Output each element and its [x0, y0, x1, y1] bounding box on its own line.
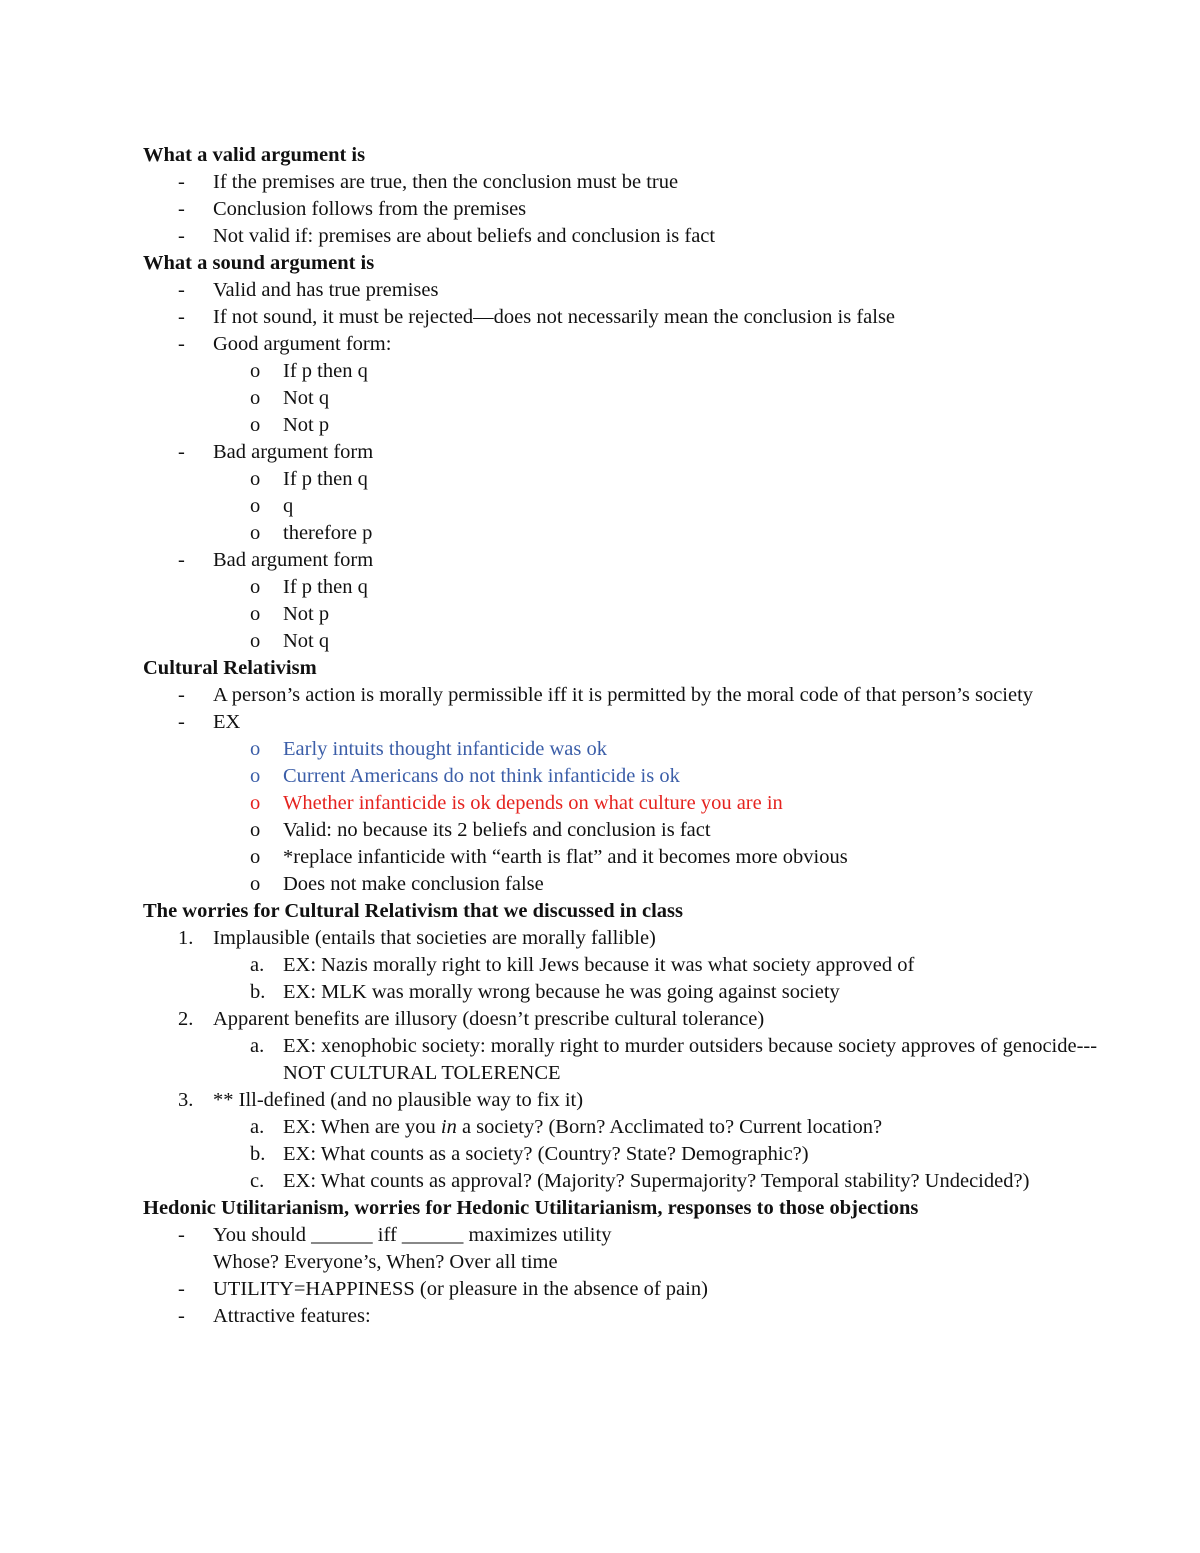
list-marker: o: [250, 522, 261, 544]
list-marker: a.: [250, 1116, 265, 1138]
list-item-text: Attractive features:: [213, 1305, 371, 1327]
list-marker: o: [250, 576, 261, 598]
document-body: [143, 142, 1103, 1330]
list-marker: o: [250, 792, 261, 814]
list-item: [143, 1006, 1103, 1033]
sub-list-item: [143, 1141, 1103, 1168]
list-item-text: Not p: [283, 603, 330, 625]
list-item-text: Apparent benefits are illusory (doesn’t prescribe cultural tolerance): [213, 1008, 765, 1030]
sub-list-item: [143, 385, 1103, 412]
list-marker: a.: [250, 1035, 265, 1057]
list-marker: -: [178, 333, 185, 355]
list-item-text: therefore p: [283, 522, 373, 544]
sub-list-item: [143, 520, 1103, 547]
sub-list-item: [143, 412, 1103, 439]
list-marker: o: [250, 630, 261, 652]
list-marker: -: [178, 1224, 185, 1246]
list-item-text: Good argument form:: [213, 333, 392, 355]
sub-list-item: [143, 1114, 1103, 1141]
list-marker: -: [178, 171, 185, 193]
list-marker: o: [250, 765, 261, 787]
sub-list-item: [143, 466, 1103, 493]
section-heading: What a valid argument is: [143, 144, 366, 166]
list-marker: o: [250, 387, 261, 409]
list-item-text: EX: Nazis morally right to kill Jews because it was what society approved of: [283, 954, 915, 976]
list-marker: -: [178, 279, 185, 301]
sub-list-item: [143, 574, 1103, 601]
list-item-text: Does not make conclusion false: [283, 873, 544, 895]
sub-list-item: [143, 358, 1103, 385]
sub-list-item: [143, 844, 1103, 871]
list-item-text: Bad argument form: [213, 549, 374, 571]
list-item: [143, 277, 1103, 304]
list-item-text: EX: [213, 711, 241, 733]
sub-list-item: [143, 1168, 1103, 1195]
list-item-text: Valid: no because its 2 beliefs and conclusion is fact: [283, 819, 711, 841]
list-item: [143, 682, 1103, 709]
list-item: [143, 1276, 1103, 1303]
list-marker: -: [178, 711, 185, 733]
sub-list-item: [143, 952, 1103, 979]
list-marker: -: [178, 1305, 185, 1327]
list-marker: b.: [250, 981, 266, 1003]
sub-list-item: [143, 817, 1103, 844]
list-item-text: Conclusion follows from the premises: [213, 198, 527, 220]
emphasis-text: in: [440, 1116, 457, 1138]
list-marker: o: [250, 360, 261, 382]
list-item-text: A person’s action is morally permissible iff it is permitted by the moral code of that person’s society: [213, 684, 1034, 706]
list-marker: o: [250, 468, 261, 490]
sub-list-item: [143, 1033, 1103, 1087]
sub-list-item: [143, 736, 1103, 763]
list-item-text: Valid and has true premises: [213, 279, 439, 301]
list-item: [143, 439, 1103, 466]
section-heading: The worries for Cultural Relativism that we discussed in class: [143, 900, 684, 922]
sub-list-item: [143, 763, 1103, 790]
list-marker: -: [178, 225, 185, 247]
list-item-text: If p then q: [283, 576, 368, 598]
list-marker: -: [178, 441, 185, 463]
list-item-text: EX: MLK was morally wrong because he was going against society: [283, 981, 840, 1003]
list-item-text: EX: What counts as a society? (Country? State? Demographic?): [283, 1143, 809, 1165]
list-item: [143, 547, 1103, 574]
list-item-text: Not valid if: premises are about beliefs and conclusion is fact: [213, 225, 716, 247]
list-marker: b.: [250, 1143, 266, 1165]
list-item-text: Implausible (entails that societies are morally fallible): [213, 927, 656, 949]
list-item-text: Whose? Everyone’s, When? Over all time: [213, 1251, 558, 1273]
sub-list-item: [143, 979, 1103, 1006]
list-marker: o: [250, 819, 261, 841]
list-item-text: If the premises are true, then the conclusion must be true: [213, 171, 679, 193]
list-item-text: UTILITY=HAPPINESS (or pleasure in the absence of pain): [213, 1278, 708, 1300]
list-item: [143, 169, 1103, 196]
section-heading: Hedonic Utilitarianism, worries for Hedonic Utilitarianism, responses to those objections: [143, 1197, 919, 1219]
list-item-text: *replace infanticide with “earth is flat” and it becomes more obvious: [283, 846, 848, 868]
list-marker: 2.: [178, 1008, 194, 1030]
list-marker: o: [250, 603, 261, 625]
sub-list-item: [143, 871, 1103, 898]
list-item: [143, 709, 1103, 736]
list-item-text: EX: When are you in a society? (Born? Acclimated to? Current location?: [283, 1116, 883, 1138]
list-item: [143, 1249, 1103, 1276]
list-item-text: EX: xenophobic society: morally right to murder outsiders because society approves of genocide--- NOT CULTURAL TOLERENCE: [283, 1035, 1103, 1084]
list-item: [143, 304, 1103, 331]
list-marker: o: [250, 495, 261, 517]
list-item-text: ** Ill-defined (and no plausible way to fix it): [213, 1089, 584, 1111]
list-item-text: If p then q: [283, 360, 368, 382]
list-item: [143, 331, 1103, 358]
list-item-text: Bad argument form: [213, 441, 374, 463]
sub-list-item: [143, 601, 1103, 628]
list-item: [143, 223, 1103, 250]
list-item-text: EX: What counts as approval? (Majority? Supermajority? Temporal stability? Undecided?): [283, 1170, 1030, 1192]
list-marker: o: [250, 738, 261, 760]
list-marker: -: [178, 306, 185, 328]
sub-list-item: [143, 493, 1103, 520]
list-item-text: Current Americans do not think infanticide is ok: [283, 765, 680, 787]
list-marker: o: [250, 846, 261, 868]
list-item-text: Whether infanticide is ok depends on what culture you are in: [283, 792, 783, 814]
list-item-text: Early intuits thought infanticide was ok: [283, 738, 607, 760]
list-item: [143, 196, 1103, 223]
list-marker: -: [178, 549, 185, 571]
list-item: [143, 1087, 1103, 1114]
sub-list-item: [143, 790, 1103, 817]
list-marker: 3.: [178, 1089, 194, 1111]
list-marker: c.: [250, 1170, 265, 1192]
section-heading: What a sound argument is: [143, 252, 375, 274]
list-marker: 1.: [178, 927, 194, 949]
list-item-text: Not p: [283, 414, 330, 436]
list-item: [143, 1303, 1103, 1330]
list-item: [143, 1222, 1103, 1249]
list-marker: -: [178, 684, 185, 706]
list-marker: -: [178, 198, 185, 220]
list-item-text: Not q: [283, 630, 330, 652]
list-item-text: You should ______ iff ______ maximizes utility: [213, 1224, 612, 1246]
list-marker: o: [250, 873, 261, 895]
list-item-text: q: [283, 495, 294, 517]
sub-list-item: [143, 628, 1103, 655]
section-heading: Cultural Relativism: [143, 657, 317, 679]
list-item-text: Not q: [283, 387, 330, 409]
list-item-text: If not sound, it must be rejected—does not necessarily mean the conclusion is false: [213, 306, 896, 328]
list-marker: -: [178, 1278, 185, 1300]
list-marker: a.: [250, 954, 265, 976]
list-item-text: If p then q: [283, 468, 368, 490]
list-marker: o: [250, 414, 261, 436]
list-item: [143, 925, 1103, 952]
